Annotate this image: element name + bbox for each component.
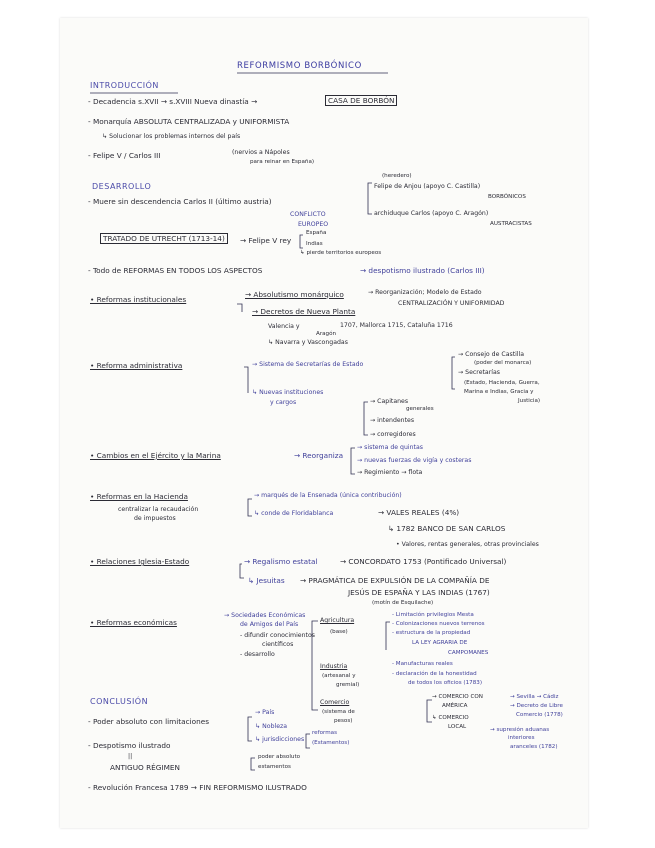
europeo-label: EUROPEO — [298, 221, 329, 228]
agr-5: CAMPOMANES — [448, 650, 489, 656]
intro-line-kings: - Felipe V / Carlos III — [88, 151, 161, 160]
com-sevilla: → Sevilla → Cádiz — [510, 694, 559, 700]
conclusion-jurisdicciones: ↳ jurisdicciones — [255, 736, 305, 743]
pragmatica-1: → PRAGMÁTICA DE EXPULSIÓN DE LA COMPAÑÍA DE — [300, 576, 490, 585]
despotismo-ilustrado: - Despotismo ilustrado — [88, 741, 171, 750]
intro-line-monarchy: - Monarquía ABSOLUTA CENTRALIZADA y UNIFORMISTA — [88, 117, 290, 126]
regalismo: → Regalismo estatal — [244, 557, 318, 566]
comercio-3: pesos) — [334, 718, 353, 724]
difundir-2: científicos — [262, 641, 294, 648]
poder-absoluto-2: poder absoluto — [258, 754, 301, 760]
com-local-1: ↳ COMERCIO — [432, 715, 469, 721]
conclusion-pais: → País — [255, 709, 275, 716]
conflicto-label: CONFLICTO — [290, 211, 326, 218]
intro-line-problems: ↳ Solucionar los problemas internos del país — [102, 133, 241, 140]
archiduque: archiduque Carlos (apoyo C. Aragón) — [374, 210, 489, 217]
secretarias-list-3: Justicia) — [518, 398, 541, 404]
com-decreto-year: Comercio (1778) — [516, 712, 563, 718]
despotismo-line: → despotismo ilustrado (Carlos III) — [360, 266, 485, 275]
industria-3: gremial) — [336, 682, 360, 688]
centralizar-recaudacion: centralizar la recaudación — [118, 506, 199, 513]
revolucion-francesa: - Revolución Francesa 1789 → FIN REFORMISMO ILUSTRADO — [88, 783, 307, 792]
decretos-nueva-planta: → Decretos de Nueva Planta — [252, 307, 356, 316]
com-aranceles: aranceles (1782) — [510, 744, 558, 750]
comercio: Comercio — [320, 699, 350, 706]
reformas-todo-line: - Todo de REFORMAS EN TODOS LOS ASPECTOS — [88, 266, 263, 275]
sistema-quintas: → sistema de quintas — [357, 444, 423, 451]
secretarias-estado: → Sistema de Secretarías de Estado — [252, 361, 364, 368]
intro-line-reign: para reinar en España) — [250, 159, 315, 165]
nuevas-cargos: y cargos — [270, 399, 297, 406]
decretos-aragon: Aragón — [316, 331, 337, 337]
conclusion-reformas: reformas — [312, 730, 338, 736]
com-america-1: → COMERCIO CON — [432, 694, 483, 700]
pragmatica-2: JESÚS DE ESPAÑA Y LAS INDIAS (1767) — [348, 588, 490, 597]
reformas-institucionales: • Reformas institucionales — [90, 295, 187, 304]
conclusion-estamentos: (Estamentos) — [312, 740, 350, 746]
conclusion-heading: CONCLUSIÓN — [90, 697, 149, 706]
agr-3: - estructura de la propiedad — [392, 630, 471, 636]
concordato: → CONCORDATO 1753 (Pontificado Universal) — [340, 557, 507, 566]
reorganizacion: → Reorganización; Modelo de Estado — [368, 289, 482, 296]
intro-borbon-box: CASA DE BORBÓN — [325, 95, 397, 106]
secretarias: → Secretarías — [458, 369, 500, 376]
secretarias-list-1: (Estado, Hacienda, Guerra, — [464, 380, 540, 386]
equals-sign: || — [128, 753, 133, 760]
com-decreto: → Decreto de Libre — [510, 703, 563, 709]
utrecht-box: TRATADO DE UTRECHT (1713-14) — [100, 233, 228, 244]
com-aduanas: → supresión aduanas — [490, 727, 550, 733]
reforma-administrativa: • Reforma administrativa — [90, 361, 183, 370]
corregidores: → corregidores — [370, 431, 416, 438]
austracistas-label: AUSTRACISTAS — [490, 221, 532, 227]
com-local-2: LOCAL — [448, 724, 467, 730]
conclusion-nobleza: ↳ Nobleza — [255, 723, 288, 730]
vales-reales: → VALES REALES (4%) — [378, 508, 460, 517]
utrecht-indias: Indias — [306, 241, 323, 247]
iglesia-estado: • Relaciones Iglesia-Estado — [90, 557, 190, 566]
ensenada: → marqués de la Ensenada (única contribución) — [254, 492, 402, 499]
capitanes: → Capitanes — [370, 398, 409, 405]
muere-line: - Muere sin descendencia Carlos II (último austria) — [88, 197, 272, 206]
sociedades-2: de Amigos del País — [240, 621, 299, 628]
page-title: REFORMISMO BORBÓNICO — [237, 61, 362, 71]
decretos-valencia: Valencia y — [268, 323, 300, 330]
utrecht-felipe: → Felipe V rey — [240, 236, 292, 245]
sociedades-1: → Sociedades Económicas — [224, 612, 306, 619]
felipe-anjou: Felipe de Anjou (apoyo C. Castilla) — [374, 183, 481, 190]
intendentes: → intendentes — [370, 417, 415, 424]
de-impuestos: de impuestos — [134, 515, 176, 522]
reorganiza: → Reorganiza — [294, 451, 344, 460]
intro-line-dynasty: - Decadencia s.XVII → s.XVIII Nueva dinastía → — [88, 97, 258, 106]
agricultura-base: (base) — [330, 629, 348, 635]
estamentos-2: estamentos — [258, 764, 291, 770]
agr-1: - Limitación privilegios Mesta — [392, 612, 474, 618]
comercio-2: (sistema de — [322, 709, 355, 715]
decretos-years: 1707, Mallorca 1715, Cataluña 1716 — [340, 322, 453, 329]
com-america-2: AMÉRICA — [442, 703, 468, 709]
difundir-1: - difundir conocimientos — [240, 632, 315, 639]
com-interiores: interiores — [508, 735, 535, 741]
desarrollo-item: - desarrollo — [240, 651, 275, 658]
intro-heading: INTRODUCCIÓN — [90, 81, 159, 90]
decretos-navarra: ↳ Navarra y Vascongadas — [268, 339, 348, 346]
reformas-hacienda: • Reformas en la Hacienda — [90, 492, 188, 501]
intro-line-naples: (nervios a Nápoles — [232, 149, 290, 156]
ejercito-marina: • Cambios en el Ejército y la Marina — [90, 451, 221, 460]
regimiento-flota: → Regimiento → flota — [357, 469, 423, 476]
ind-1: - Manufacturas reales — [392, 661, 453, 667]
desarrollo-heading: DESARROLLO — [92, 182, 152, 191]
agricultura: Agricultura — [320, 617, 355, 624]
borbonicos-label: BORBÓNICOS — [488, 194, 526, 200]
consejo-castilla: → Consejo de Castilla — [458, 351, 525, 358]
secretarias-list-2: Marina e Indias, Gracia y — [464, 389, 534, 395]
capitanes-generales: generales — [406, 406, 434, 412]
pragmatica-3: (motín de Esquilache) — [372, 600, 434, 606]
heredero-note: (heredero) — [382, 173, 412, 179]
fuerzas-vigia: → nuevas fuerzas de vigía y costeras — [357, 457, 472, 464]
industria: Industria — [320, 663, 348, 670]
agr-4: LA LEY AGRARIA DE — [412, 640, 468, 646]
antiguo-regimen: ANTIGUO RÉGIMEN — [110, 763, 180, 772]
floridablanca: ↳ conde de Floridablanca — [254, 510, 334, 517]
industria-2: (artesanal y — [322, 673, 356, 679]
utrecht-espana: España — [306, 230, 327, 236]
ind-3: de todos los oficios (1783) — [408, 680, 483, 686]
poder-absoluto: - Poder absoluto con limitaciones — [88, 717, 210, 726]
agr-2: - Colonizaciones nuevos terrenos — [392, 621, 485, 627]
banco-san-carlos: ↳ 1782 BANCO DE SAN CARLOS — [388, 524, 506, 533]
absolutismo: → Absolutismo monárquico — [245, 290, 344, 299]
banco-desc: • Valores, rentas generales, otras provinciales — [396, 541, 539, 548]
nuevas-instituciones: ↳ Nuevas instituciones — [252, 389, 324, 396]
jesuitas: ↳ Jesuitas — [248, 576, 285, 585]
ind-2: - declaración de la honestidad — [392, 671, 477, 677]
utrecht-pierde: ↳ pierde territorios europeos — [300, 250, 382, 256]
centralizacion: CENTRALIZACIÓN Y UNIFORMIDAD — [398, 300, 505, 307]
poder-monarca: (poder del monarca) — [474, 360, 532, 366]
reformas-economicas: • Reformas económicas — [90, 618, 177, 627]
